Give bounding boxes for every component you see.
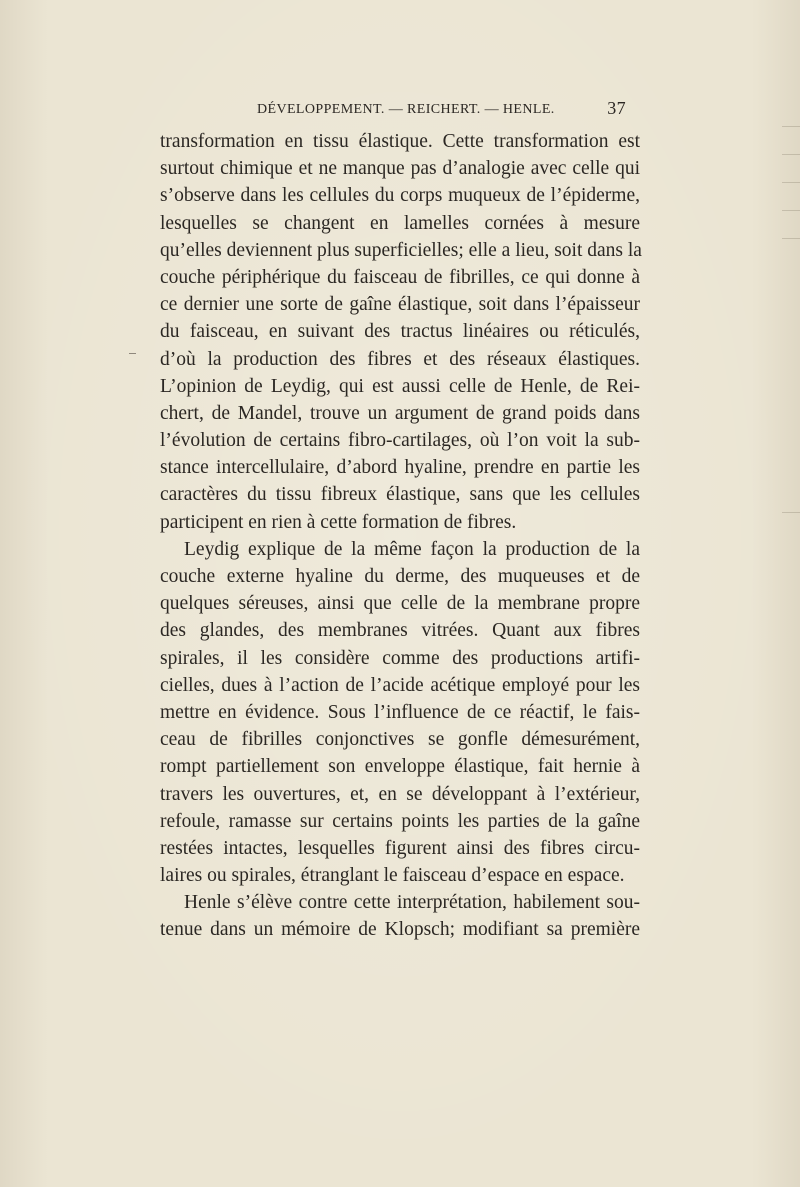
text-line: stance intercellulaire, d’abord hyaline, prendre en partie les bbox=[160, 457, 640, 479]
text-line: refoule, ramasse sur certains points les parties de la gaîne bbox=[160, 810, 640, 832]
text-line: lesquelles se changent en lamelles cornées à mesure bbox=[160, 212, 640, 234]
text-line: mettre en évidence. Sous l’influence de ce réactif, le fais- bbox=[160, 701, 640, 723]
bleed-through-mark bbox=[782, 182, 800, 183]
text-line: d’où la production des fibres et des réseaux élastiques. bbox=[160, 348, 640, 370]
text-line: ceau de fibrilles conjonctives se gonfle démesurément, bbox=[160, 729, 640, 751]
text-line: cielles, dues à l’action de l’acide acétique employé pour les bbox=[160, 674, 640, 696]
text-line: s’observe dans les cellules du corps muqueux de l’épiderme, bbox=[160, 185, 640, 207]
text-line: participent en rien à cette formation de fibres. bbox=[160, 511, 517, 533]
bleed-through-mark bbox=[782, 512, 800, 513]
text-line: Leydig explique de la même façon la production de la bbox=[184, 538, 640, 560]
text-line: caractères du tissu fibreux élastique, sans que les cellules bbox=[160, 484, 640, 506]
text-line: quelques séreuses, ainsi que celle de la membrane propre bbox=[160, 593, 640, 615]
text-line: laires ou spirales, étranglant le faisceau d’espace en espace. bbox=[160, 865, 625, 887]
text-line: travers les ouvertures, et, en se développant à l’extérieur, bbox=[160, 783, 640, 805]
running-head: DÉVELOPPEMENT. — REICHERT. — HENLE. bbox=[257, 102, 555, 117]
paragraph-2 bbox=[160, 536, 640, 889]
text-line: chert, de Mandel, trouve un argument de grand poids dans bbox=[160, 402, 640, 424]
body-text bbox=[160, 128, 640, 944]
text-line: couche périphérique du faisceau de fibrilles, ce qui donne à bbox=[160, 266, 640, 288]
bleed-through-mark bbox=[782, 238, 800, 239]
paragraph-3 bbox=[160, 889, 640, 943]
text-line: tenue dans un mémoire de Klopsch; modifiant sa première bbox=[160, 919, 640, 941]
text-line: L’opinion de Leydig, qui est aussi celle de Henle, de Rei- bbox=[160, 375, 640, 397]
text-line: restées intactes, lesquelles figurent ainsi des fibres circu- bbox=[160, 837, 640, 859]
text-line: spirales, il les considère comme des productions artifi- bbox=[160, 647, 640, 669]
text-line: qu’elles deviennent plus superficielles; elle a lieu, soit dans la bbox=[160, 239, 642, 261]
text-line: surtout chimique et ne manque pas d’analogie avec celle qui bbox=[160, 158, 640, 180]
page-header bbox=[250, 98, 640, 122]
margin-mark bbox=[129, 353, 136, 354]
text-line: du faisceau, en suivant des tractus linéaires ou réticulés, bbox=[160, 321, 640, 343]
page-number: 37 bbox=[607, 98, 626, 118]
text-line: couche externe hyaline du derme, des muqueuses et de bbox=[160, 566, 640, 587]
paragraph-1 bbox=[160, 128, 640, 536]
bleed-through-mark bbox=[782, 154, 800, 155]
text-line: Henle s’élève contre cette interprétation, habilement sou- bbox=[184, 892, 640, 914]
bleed-through-mark bbox=[782, 126, 800, 127]
text-line: des glandes, des membranes vitrées. Quant aux fibres bbox=[160, 620, 640, 642]
text-line: l’évolution de certains fibro-cartilages, où l’on voit la sub- bbox=[160, 430, 640, 452]
text-line: transformation en tissu élastique. Cette transformation est bbox=[160, 131, 640, 152]
text-line: rompt partiellement son enveloppe élastique, fait hernie à bbox=[160, 756, 640, 778]
text-line: ce dernier une sorte de gaîne élastique, soit dans l’épaisseur bbox=[160, 294, 640, 316]
bleed-through-mark bbox=[782, 210, 800, 211]
